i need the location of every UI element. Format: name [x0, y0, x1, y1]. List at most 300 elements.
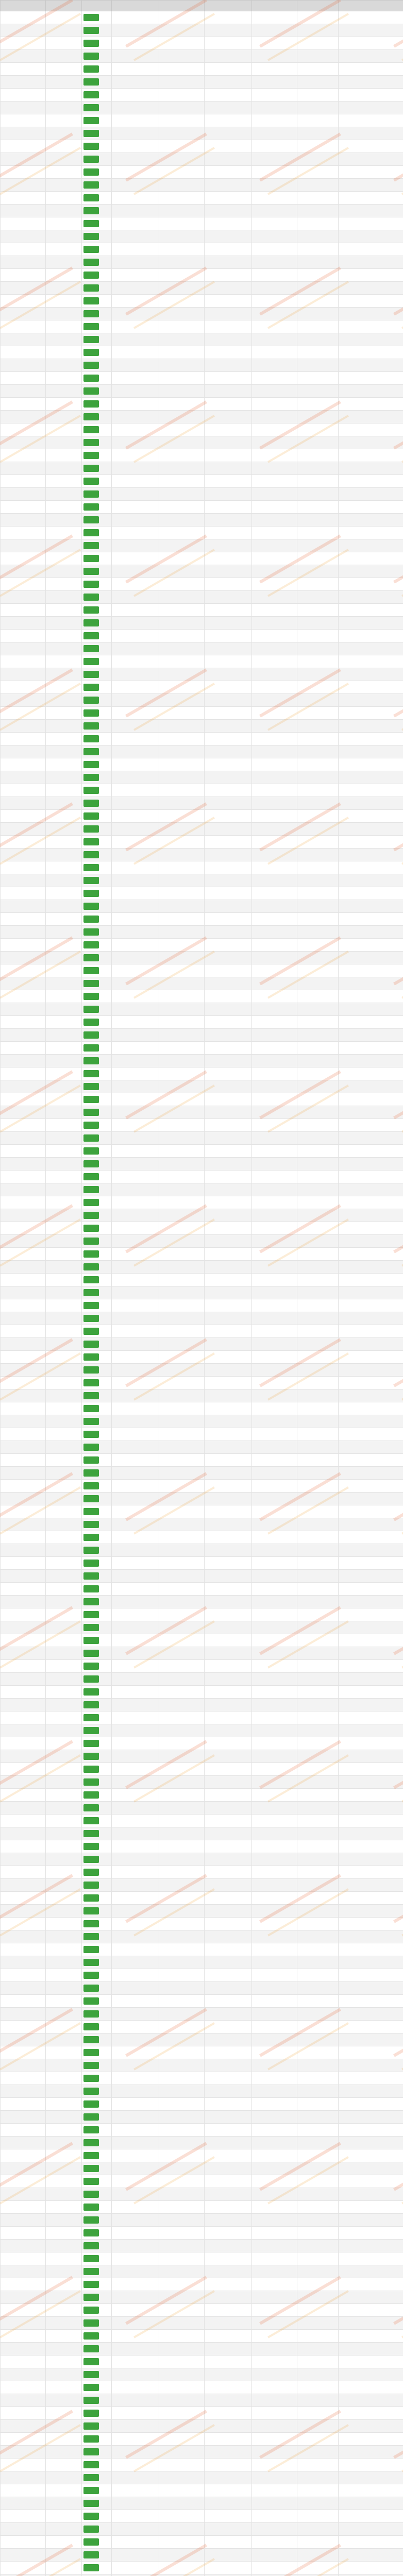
table-row[interactable]: [1, 1132, 403, 1145]
package-image-icon[interactable]: [83, 1044, 99, 1052]
package-image-icon[interactable]: [83, 1070, 99, 1077]
package-image-icon[interactable]: [83, 1238, 99, 1245]
table-row[interactable]: [1, 578, 403, 591]
table-row[interactable]: [1, 1866, 403, 1879]
package-image-icon[interactable]: [83, 1997, 99, 2005]
table-row[interactable]: [1, 217, 403, 230]
package-image-icon[interactable]: [83, 220, 99, 227]
table-row[interactable]: [1, 2523, 403, 2536]
table-row[interactable]: [1, 823, 403, 836]
table-row[interactable]: [1, 1067, 403, 1080]
table-row[interactable]: [1, 1505, 403, 1518]
package-image-icon[interactable]: [83, 1869, 99, 1876]
package-image-icon[interactable]: [83, 2255, 99, 2262]
table-row[interactable]: [1, 977, 403, 990]
table-row[interactable]: [1, 745, 403, 758]
package-image-icon[interactable]: [83, 632, 99, 639]
table-row[interactable]: [1, 1441, 403, 1454]
package-image-icon[interactable]: [83, 916, 99, 923]
table-row[interactable]: [1, 1918, 403, 1930]
package-image-icon[interactable]: [83, 27, 99, 34]
table-row[interactable]: [1, 2304, 403, 2317]
package-image-icon[interactable]: [83, 709, 99, 717]
table-row[interactable]: [1, 166, 403, 179]
table-row[interactable]: [1, 2471, 403, 2484]
table-row[interactable]: [1, 1454, 403, 1467]
package-image-icon[interactable]: [83, 684, 99, 691]
package-image-icon[interactable]: [83, 516, 99, 523]
package-image-icon[interactable]: [83, 284, 99, 292]
table-row[interactable]: [1, 282, 403, 295]
table-row[interactable]: [1, 1621, 403, 1634]
package-image-icon[interactable]: [83, 993, 99, 1000]
table-row[interactable]: [1, 1415, 403, 1428]
package-image-icon[interactable]: [83, 1250, 99, 1258]
column-header-1[interactable]: [1, 1, 46, 11]
table-row[interactable]: [1, 900, 403, 913]
package-image-icon[interactable]: [83, 91, 99, 98]
package-image-icon[interactable]: [83, 2384, 99, 2391]
package-image-icon[interactable]: [83, 426, 99, 433]
package-image-icon[interactable]: [83, 2474, 99, 2481]
package-image-icon[interactable]: [83, 2307, 99, 2314]
table-row[interactable]: [1, 153, 403, 166]
package-image-icon[interactable]: [83, 1611, 99, 1618]
table-row[interactable]: [1, 758, 403, 771]
package-image-icon[interactable]: [83, 529, 99, 536]
table-row[interactable]: [1, 939, 403, 952]
table-row[interactable]: [1, 604, 403, 617]
table-row[interactable]: [1, 1248, 403, 1261]
package-image-icon[interactable]: [83, 1740, 99, 1747]
table-row[interactable]: [1, 1699, 403, 1711]
table-row[interactable]: [1, 514, 403, 527]
table-row[interactable]: [1, 1776, 403, 1789]
package-image-icon[interactable]: [83, 2242, 99, 2249]
table-row[interactable]: [1, 952, 403, 964]
package-image-icon[interactable]: [83, 310, 99, 317]
package-image-icon[interactable]: [83, 671, 99, 678]
table-row[interactable]: [1, 359, 403, 372]
table-row[interactable]: [1, 1029, 403, 1042]
package-image-icon[interactable]: [83, 465, 99, 472]
package-image-icon[interactable]: [83, 1495, 99, 1502]
package-image-icon[interactable]: [83, 413, 99, 420]
table-row[interactable]: [1, 926, 403, 939]
package-image-icon[interactable]: [83, 928, 99, 936]
package-image-icon[interactable]: [83, 2010, 99, 2018]
package-image-icon[interactable]: [83, 954, 99, 961]
table-row[interactable]: [1, 1634, 403, 1647]
package-image-icon[interactable]: [83, 2126, 99, 2133]
table-row[interactable]: [1, 1299, 403, 1312]
package-image-icon[interactable]: [83, 2191, 99, 2198]
package-image-icon[interactable]: [83, 349, 99, 356]
package-image-icon[interactable]: [83, 78, 99, 86]
table-row[interactable]: [1, 694, 403, 707]
table-row[interactable]: [1, 1750, 403, 1763]
table-row[interactable]: [1, 2111, 403, 2124]
table-row[interactable]: [1, 127, 403, 140]
package-image-icon[interactable]: [83, 980, 99, 987]
package-image-icon[interactable]: [83, 1766, 99, 1773]
table-row[interactable]: [1, 1235, 403, 1248]
table-row[interactable]: [1, 2021, 403, 2033]
table-row[interactable]: [1, 1905, 403, 1918]
package-image-icon[interactable]: [83, 1882, 99, 1889]
table-row[interactable]: [1, 1274, 403, 1286]
package-image-icon[interactable]: [83, 297, 99, 304]
package-image-icon[interactable]: [83, 594, 99, 601]
package-image-icon[interactable]: [83, 1920, 99, 1927]
table-row[interactable]: [1, 2459, 403, 2471]
package-image-icon[interactable]: [83, 645, 99, 652]
table-row[interactable]: [1, 1158, 403, 1171]
table-row[interactable]: [1, 1312, 403, 1325]
package-image-icon[interactable]: [83, 65, 99, 73]
package-image-icon[interactable]: [83, 903, 99, 910]
table-row[interactable]: [1, 1196, 403, 1209]
table-row[interactable]: [1, 1827, 403, 1840]
package-image-icon[interactable]: [83, 748, 99, 755]
package-image-icon[interactable]: [83, 2319, 99, 2327]
package-image-icon[interactable]: [83, 1263, 99, 1270]
package-image-icon[interactable]: [83, 452, 99, 459]
package-image-icon[interactable]: [83, 375, 99, 382]
package-image-icon[interactable]: [83, 2100, 99, 2108]
table-row[interactable]: [1, 140, 403, 153]
package-image-icon[interactable]: [83, 658, 99, 665]
table-row[interactable]: [1, 2355, 403, 2368]
package-image-icon[interactable]: [83, 1598, 99, 1605]
table-row[interactable]: [1, 230, 403, 243]
table-row[interactable]: [1, 720, 403, 733]
package-image-icon[interactable]: [83, 1714, 99, 1721]
package-image-icon[interactable]: [83, 2204, 99, 2211]
table-row[interactable]: [1, 2162, 403, 2175]
package-image-icon[interactable]: [83, 2500, 99, 2507]
package-image-icon[interactable]: [83, 1418, 99, 1425]
table-row[interactable]: [1, 630, 403, 642]
table-row[interactable]: [1, 2033, 403, 2046]
table-row[interactable]: [1, 63, 403, 76]
package-image-icon[interactable]: [83, 1057, 99, 1064]
table-row[interactable]: [1, 861, 403, 874]
table-row[interactable]: [1, 1531, 403, 1544]
package-image-icon[interactable]: [83, 362, 99, 369]
table-row[interactable]: [1, 887, 403, 900]
package-image-icon[interactable]: [83, 1134, 99, 1142]
package-image-icon[interactable]: [83, 864, 99, 871]
table-row[interactable]: [1, 1209, 403, 1222]
package-image-icon[interactable]: [83, 2551, 99, 2558]
table-row[interactable]: [1, 2317, 403, 2330]
table-row[interactable]: [1, 797, 403, 810]
table-row[interactable]: [1, 849, 403, 861]
package-image-icon[interactable]: [83, 490, 99, 498]
package-image-icon[interactable]: [83, 2358, 99, 2365]
package-image-icon[interactable]: [83, 812, 99, 820]
table-row[interactable]: [1, 784, 403, 797]
table-row[interactable]: [1, 372, 403, 385]
package-image-icon[interactable]: [83, 1006, 99, 1013]
package-image-icon[interactable]: [83, 1379, 99, 1386]
table-row[interactable]: [1, 913, 403, 926]
package-image-icon[interactable]: [83, 2397, 99, 2404]
table-row[interactable]: [1, 76, 403, 89]
table-row[interactable]: [1, 11, 403, 24]
table-row[interactable]: [1, 2343, 403, 2355]
table-row[interactable]: [1, 1171, 403, 1183]
package-image-icon[interactable]: [83, 1560, 99, 1567]
package-image-icon[interactable]: [83, 1624, 99, 1631]
package-image-icon[interactable]: [83, 1959, 99, 1966]
table-row[interactable]: [1, 1467, 403, 1480]
table-row[interactable]: [1, 591, 403, 604]
package-image-icon[interactable]: [83, 568, 99, 575]
table-row[interactable]: [1, 179, 403, 192]
table-row[interactable]: [1, 308, 403, 320]
table-row[interactable]: [1, 2175, 403, 2188]
table-row[interactable]: [1, 2381, 403, 2394]
table-row[interactable]: [1, 1840, 403, 1853]
table-row[interactable]: [1, 501, 403, 514]
package-image-icon[interactable]: [83, 1585, 99, 1592]
package-image-icon[interactable]: [83, 1856, 99, 1863]
table-row[interactable]: [1, 2446, 403, 2459]
package-image-icon[interactable]: [83, 1315, 99, 1322]
package-image-icon[interactable]: [83, 1173, 99, 1180]
table-row[interactable]: [1, 810, 403, 823]
package-image-icon[interactable]: [83, 774, 99, 781]
package-image-icon[interactable]: [83, 877, 99, 884]
package-image-icon[interactable]: [83, 2178, 99, 2185]
package-image-icon[interactable]: [83, 1431, 99, 1438]
package-image-icon[interactable]: [83, 14, 99, 21]
table-row[interactable]: [1, 2188, 403, 2201]
package-image-icon[interactable]: [83, 2113, 99, 2121]
package-image-icon[interactable]: [83, 1225, 99, 1232]
table-row[interactable]: [1, 475, 403, 488]
package-image-icon[interactable]: [83, 1482, 99, 1489]
table-row[interactable]: [1, 733, 403, 745]
package-image-icon[interactable]: [83, 1456, 99, 1464]
package-image-icon[interactable]: [83, 1096, 99, 1103]
table-row[interactable]: [1, 2265, 403, 2278]
table-row[interactable]: [1, 269, 403, 282]
table-row[interactable]: [1, 1647, 403, 1660]
column-header-2[interactable]: [46, 1, 82, 11]
table-row[interactable]: [1, 2240, 403, 2252]
package-image-icon[interactable]: [83, 542, 99, 549]
package-image-icon[interactable]: [83, 1521, 99, 1528]
package-image-icon[interactable]: [83, 323, 99, 330]
package-image-icon[interactable]: [83, 1212, 99, 1219]
package-image-icon[interactable]: [83, 53, 99, 60]
package-image-icon[interactable]: [83, 1701, 99, 1708]
package-image-icon[interactable]: [83, 2165, 99, 2172]
table-row[interactable]: [1, 617, 403, 630]
package-image-icon[interactable]: [83, 2229, 99, 2236]
package-image-icon[interactable]: [83, 2461, 99, 2468]
package-image-icon[interactable]: [83, 1933, 99, 1940]
package-image-icon[interactable]: [83, 1353, 99, 1361]
package-image-icon[interactable]: [83, 2216, 99, 2224]
table-row[interactable]: [1, 1724, 403, 1737]
table-row[interactable]: [1, 2394, 403, 2407]
package-image-icon[interactable]: [83, 503, 99, 511]
package-image-icon[interactable]: [83, 1366, 99, 1374]
package-image-icon[interactable]: [83, 1946, 99, 1953]
table-row[interactable]: [1, 50, 403, 63]
column-header-3[interactable]: [82, 1, 112, 11]
table-row[interactable]: [1, 2059, 403, 2072]
table-row[interactable]: [1, 1737, 403, 1750]
table-row[interactable]: [1, 1789, 403, 1802]
table-row[interactable]: [1, 1518, 403, 1531]
package-image-icon[interactable]: [83, 2268, 99, 2275]
package-image-icon[interactable]: [83, 194, 99, 201]
package-image-icon[interactable]: [83, 2281, 99, 2288]
package-image-icon[interactable]: [83, 851, 99, 858]
package-image-icon[interactable]: [83, 478, 99, 485]
table-row[interactable]: [1, 2484, 403, 2497]
column-header-9[interactable]: [339, 1, 403, 11]
table-row[interactable]: [1, 1106, 403, 1119]
package-image-icon[interactable]: [83, 168, 99, 176]
table-row[interactable]: [1, 552, 403, 565]
table-row[interactable]: [1, 1879, 403, 1892]
package-image-icon[interactable]: [83, 735, 99, 742]
table-row[interactable]: [1, 1544, 403, 1557]
table-row[interactable]: [1, 2549, 403, 2562]
package-image-icon[interactable]: [83, 1469, 99, 1477]
table-row[interactable]: [1, 1493, 403, 1505]
package-image-icon[interactable]: [83, 1199, 99, 1206]
package-image-icon[interactable]: [83, 1147, 99, 1155]
table-row[interactable]: [1, 488, 403, 501]
package-image-icon[interactable]: [83, 2345, 99, 2352]
table-row[interactable]: [1, 2420, 403, 2433]
package-image-icon[interactable]: [83, 1031, 99, 1039]
table-row[interactable]: [1, 707, 403, 720]
package-image-icon[interactable]: [83, 1547, 99, 1554]
table-row[interactable]: [1, 1389, 403, 1402]
package-image-icon[interactable]: [83, 1830, 99, 1837]
table-row[interactable]: [1, 1016, 403, 1029]
table-row[interactable]: [1, 771, 403, 784]
table-row[interactable]: [1, 37, 403, 50]
package-image-icon[interactable]: [83, 1328, 99, 1335]
column-header-6[interactable]: [205, 1, 252, 11]
table-row[interactable]: [1, 1119, 403, 1132]
package-image-icon[interactable]: [83, 336, 99, 343]
table-row[interactable]: [1, 2201, 403, 2214]
table-row[interactable]: [1, 1596, 403, 1608]
table-row[interactable]: [1, 2433, 403, 2446]
table-row[interactable]: [1, 1557, 403, 1570]
table-row[interactable]: [1, 2137, 403, 2149]
package-image-icon[interactable]: [83, 2371, 99, 2378]
package-image-icon[interactable]: [83, 130, 99, 137]
table-row[interactable]: [1, 539, 403, 552]
table-row[interactable]: [1, 1042, 403, 1055]
table-row[interactable]: [1, 1364, 403, 1377]
table-row[interactable]: [1, 1570, 403, 1583]
table-row[interactable]: [1, 1428, 403, 1441]
table-row[interactable]: [1, 1055, 403, 1067]
table-row[interactable]: [1, 2574, 403, 2576]
package-image-icon[interactable]: [83, 1534, 99, 1541]
table-row[interactable]: [1, 2149, 403, 2162]
table-row[interactable]: [1, 1660, 403, 1673]
table-row[interactable]: [1, 2497, 403, 2510]
package-image-icon[interactable]: [83, 1753, 99, 1760]
table-row[interactable]: [1, 1815, 403, 1827]
table-row[interactable]: [1, 1673, 403, 1686]
table-row[interactable]: [1, 1711, 403, 1724]
column-header-7[interactable]: [252, 1, 297, 11]
table-row[interactable]: [1, 1583, 403, 1596]
package-image-icon[interactable]: [83, 40, 99, 47]
package-image-icon[interactable]: [83, 181, 99, 189]
package-image-icon[interactable]: [83, 2538, 99, 2546]
package-image-icon[interactable]: [83, 1778, 99, 1786]
table-row[interactable]: [1, 2227, 403, 2240]
package-image-icon[interactable]: [83, 1508, 99, 1515]
package-image-icon[interactable]: [83, 1817, 99, 1824]
package-image-icon[interactable]: [83, 104, 99, 111]
column-header-5[interactable]: [159, 1, 205, 11]
package-image-icon[interactable]: [83, 2513, 99, 2520]
package-image-icon[interactable]: [83, 272, 99, 279]
column-header-4[interactable]: [112, 1, 159, 11]
package-image-icon[interactable]: [83, 1160, 99, 1167]
package-image-icon[interactable]: [83, 619, 99, 626]
package-image-icon[interactable]: [83, 1843, 99, 1850]
table-row[interactable]: [1, 990, 403, 1003]
package-image-icon[interactable]: [83, 2526, 99, 2533]
package-image-icon[interactable]: [83, 1894, 99, 1902]
package-image-icon[interactable]: [83, 697, 99, 704]
table-row[interactable]: [1, 333, 403, 346]
table-row[interactable]: [1, 1802, 403, 1815]
package-image-icon[interactable]: [83, 2435, 99, 2443]
package-image-icon[interactable]: [83, 800, 99, 807]
package-image-icon[interactable]: [83, 1341, 99, 1348]
package-image-icon[interactable]: [83, 2062, 99, 2069]
package-image-icon[interactable]: [83, 2294, 99, 2301]
package-image-icon[interactable]: [83, 2139, 99, 2146]
package-image-icon[interactable]: [83, 439, 99, 446]
package-image-icon[interactable]: [83, 787, 99, 794]
package-image-icon[interactable]: [83, 207, 99, 214]
package-image-icon[interactable]: [83, 1663, 99, 1670]
package-image-icon[interactable]: [83, 1392, 99, 1399]
package-image-icon[interactable]: [83, 1791, 99, 1799]
package-image-icon[interactable]: [83, 2564, 99, 2571]
table-row[interactable]: [1, 1377, 403, 1389]
package-image-icon[interactable]: [83, 2332, 99, 2340]
table-row[interactable]: [1, 1003, 403, 1016]
package-image-icon[interactable]: [83, 2088, 99, 2095]
package-image-icon[interactable]: [83, 1302, 99, 1309]
table-row[interactable]: [1, 565, 403, 578]
table-row[interactable]: [1, 256, 403, 269]
package-image-icon[interactable]: [83, 156, 99, 163]
table-row[interactable]: [1, 1956, 403, 1969]
package-image-icon[interactable]: [83, 890, 99, 897]
